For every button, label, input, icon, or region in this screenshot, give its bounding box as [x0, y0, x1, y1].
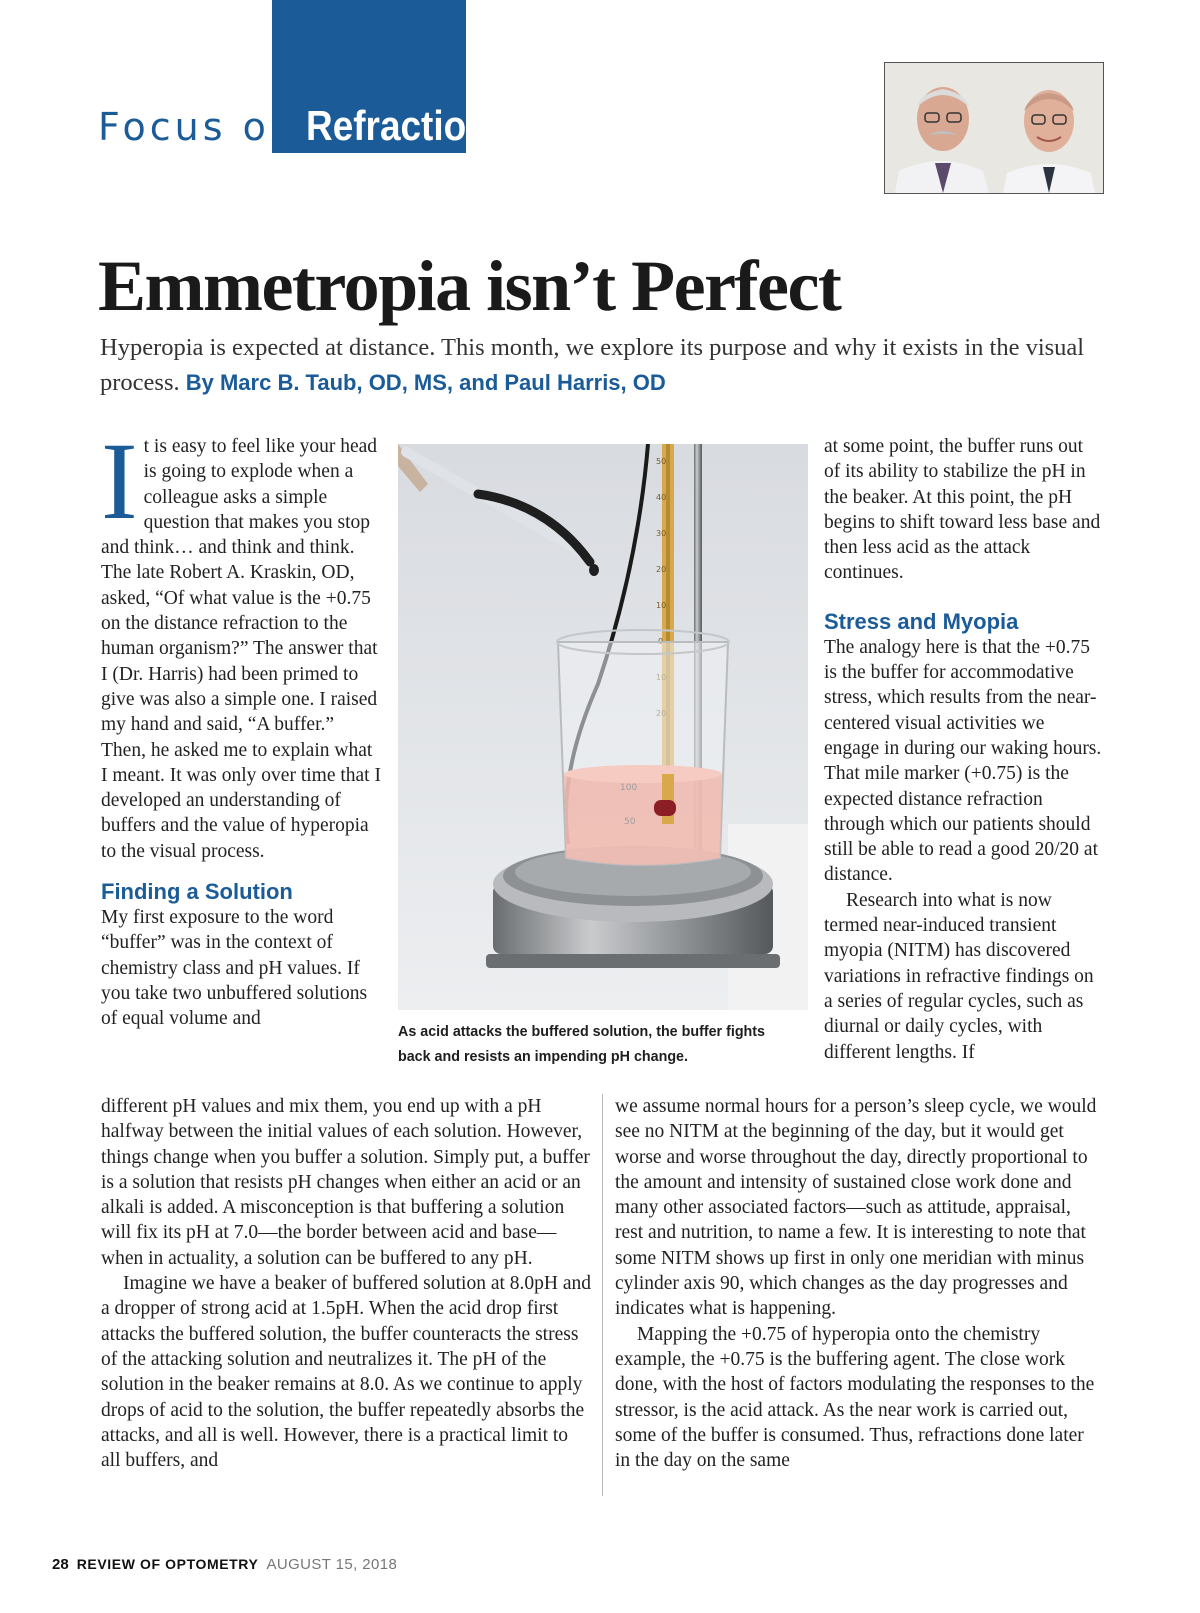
right-paragraph-3: Research into what is now termed near-induced transient myopia (NITM) has discovered variations in refractive findings on a series of regular cycles, such as diurnal or daily cycles, with different lengths. If [824, 889, 1094, 1063]
kicker-bold-text: Refraction [305, 102, 489, 149]
byline: By Marc B. Taub, OD, MS, and Paul Harris, OD [185, 370, 666, 395]
beaker-illustration [398, 444, 808, 1010]
span-left-paragraph-2: Imagine we have a beaker of buffered solution at 8.0pH and a dropper of strong acid at 1.5pH. When the acid drop first attacks the buffered solution, the buffer counteracts the stress of the attacking solution and neutralizes it. The pH of the solution in the beaker remains at 8.0. As we continue to apply drops of acid to the solution, the buffer repeatedly absorbs the attacks, and all is well. However, there is a practical limit to all buffers, and [101, 1273, 592, 1472]
right-paragraph-2: The analogy here is that the +0.75 is the buffer for accommodative stress, which results from the near-centered visual activities we engage in during our waking hours. That mile marker (+0.75) is the expected distance refraction through which our patients should still be able to read a good 20/20 at distance. [824, 636, 1102, 886]
intro-text: t is easy to feel like your head is going to explode when a colleague asks a simple question that makes you stop and think… and think and think. The late Robert A. Kraskin, OD, asked, “Of what value is the +0.75 on the distance refraction to the human organism?” The answer that I (Dr. Harris) had been primed to give was also a simple one. I raised my hand and said, “A buffer.” Then, he asked me to explain what I meant. It was only over time that I developed an understanding of buffers and the value of hyperopia to the visual process. [101, 436, 381, 862]
authors-photo [884, 62, 1104, 194]
span-right-paragraph-1: we assume normal hours for a person’s sleep cycle, we would see no NITM at the beginning of the day, but it would get worse and worse throughout the day, directly proportional to the amount and intensity of sustained close work done and many other associated factors—such as attitude, appraisal, rest and nutrition, to name a few. It is interesting to note that some NITM shows up first in only one meridian with minus cylinder axis 90, which changes as the day progresses and indicates what is happening. [615, 1096, 1097, 1320]
page-number: 28 [52, 1556, 69, 1573]
publication-name: REVIEW OF OPTOMETRY [76, 1556, 259, 1572]
intro-paragraph [101, 420, 383, 864]
authors-photo-illustration [885, 63, 1103, 193]
kicker-light-text: Focus on [98, 105, 298, 149]
right-paragraph-1: at some point, the buffer runs out of its ability to stabilize the pH in the beaker. At this point, the pH begins to shift toward less base and then less acid as the attack continues. [824, 436, 1101, 584]
thermo-tick-1: 50 [656, 457, 667, 466]
issue-date: AUGUST 15, 2018 [266, 1556, 398, 1573]
thermo-tick-2: 40 [656, 493, 667, 502]
section-kicker [98, 102, 514, 162]
article-deck [100, 330, 1110, 400]
drop-cap: I [101, 420, 138, 542]
article-title: Emmetropia isn’t Perfect [98, 246, 841, 326]
thermo-tick-4: 20 [656, 565, 667, 574]
span-right-paragraph-2: Mapping the +0.75 of hyperopia onto the chemistry example, the +0.75 is the buffering agent. The close work done, with the host of factors modulating the responses to the stressor, is the acid attack. As the near work is carried out, some of the buffer is consumed. Thus, refractions done later in the day on the same [615, 1323, 1095, 1472]
right-column [824, 434, 1104, 1065]
beaker-mark-100: 100 [620, 783, 638, 793]
subhead-finding-a-solution: Finding a Solution [101, 879, 293, 905]
bottom-right-column [615, 1094, 1097, 1473]
span-left-paragraph-1: different pH values and mix them, you end up with a pH halfway between the initial values of each solution. However, things change when you buffer a solution. Simply put, a buffer is a solution that resists pH changes when either an acid or an alkali is added. A misconception is that buffering a solution will fix its pH at 7.0—the border between acid and base—when in actuality, a solution can be buffered to any pH. [101, 1096, 590, 1269]
beaker-mark-50: 50 [624, 817, 636, 827]
left-paragraph-2: My first exposure to the word “buffer” was in the context of chemistry class and pH values. If you take two unbuffered solutions of equal volume and [101, 907, 368, 1030]
thermo-tick-3: 30 [656, 529, 667, 538]
subhead-stress-and-myopia: Stress and Myopia [824, 608, 1019, 634]
bottom-left-column [101, 1094, 591, 1473]
page-footer [52, 1556, 397, 1574]
deck-text: Hyperopia is expected at distance. This month, we explore its purpose and why it exists in the visual process. [100, 334, 1085, 396]
column-divider [602, 1094, 603, 1496]
left-column [101, 420, 383, 1032]
beaker-photo [398, 444, 808, 1010]
thermo-tick-5: 10 [656, 601, 667, 610]
figure-caption: As acid attacks the buffered solution, the buffer fights back and resists an impending pH change. [398, 1024, 765, 1065]
